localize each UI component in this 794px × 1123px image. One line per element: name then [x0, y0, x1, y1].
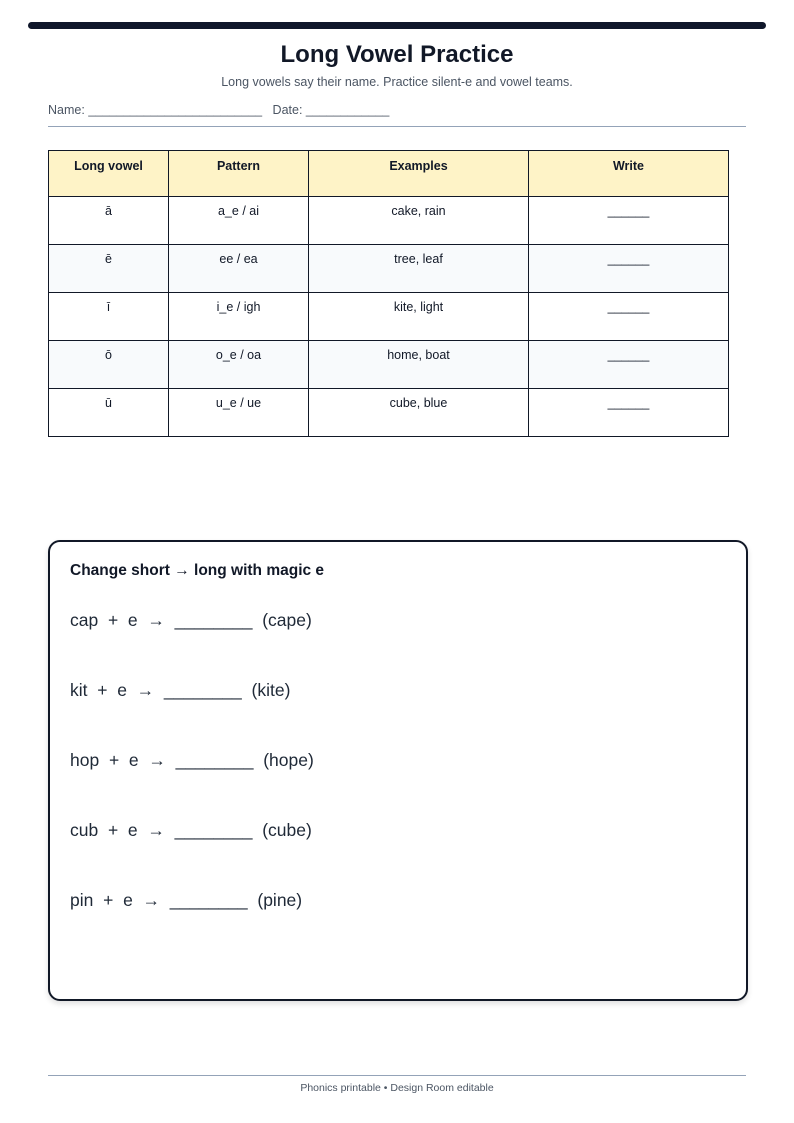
table-row	[49, 245, 729, 293]
examples-cell: tree, leaf	[309, 245, 529, 293]
magic-e-title: Change short → long with magic e	[70, 562, 325, 579]
column-header: Examples	[309, 151, 529, 197]
answer-hint: (cape)	[262, 610, 312, 630]
plus-sign: +	[107, 820, 119, 840]
top-accent-bar	[28, 22, 766, 29]
vowel-cell: ī	[49, 293, 169, 341]
vowel-cell: ō	[49, 341, 169, 389]
pattern-cell: u_e / ue	[169, 389, 309, 437]
page-title: Long Vowel Practice	[280, 41, 514, 68]
column-header: Long vowel	[49, 151, 169, 197]
answer-hint: (pine)	[257, 890, 303, 910]
table-row	[49, 389, 729, 437]
answer-hint: (hope)	[263, 750, 314, 770]
arrow-icon: →	[142, 890, 161, 910]
vowel-cell: ū	[49, 389, 169, 437]
examples-cell: cube, blue	[309, 389, 529, 437]
plus-sign: +	[107, 610, 119, 630]
base-word: hop	[70, 750, 100, 770]
write-cell[interactable]: ______	[529, 389, 729, 437]
plus-sign: +	[103, 890, 114, 910]
answer-blank[interactable]: ________	[174, 610, 253, 630]
magic-e-card	[48, 540, 748, 1001]
examples-cell: kite, light	[309, 293, 529, 341]
header-divider	[48, 126, 746, 127]
write-cell[interactable]: ______	[529, 245, 729, 293]
table-row	[49, 341, 729, 389]
letter-e: e	[123, 890, 133, 910]
date-field[interactable]: ____________	[305, 103, 390, 117]
answer-blank[interactable]: ________	[174, 820, 253, 840]
base-word: kit	[70, 680, 88, 700]
arrow-icon: →	[148, 750, 166, 770]
name-date-row	[48, 103, 389, 117]
page-subtitle: Long vowels say their name. Practice silent-e and vowel teams.	[221, 75, 573, 89]
magic-e-exercise	[70, 890, 302, 911]
vowel-cell: ē	[49, 245, 169, 293]
vowel-cell: ā	[49, 197, 169, 245]
date-label: Date:	[272, 103, 303, 117]
table-row	[49, 293, 729, 341]
arrow-icon: →	[147, 820, 165, 840]
magic-e-exercise	[70, 680, 290, 701]
write-cell[interactable]: ______	[529, 197, 729, 245]
plus-sign: +	[108, 750, 120, 770]
footer-divider	[48, 1075, 746, 1076]
answer-hint: (cube)	[262, 820, 312, 840]
examples-cell: cake, rain	[309, 197, 529, 245]
name-label: Name:	[48, 103, 85, 117]
answer-hint: (kite)	[251, 680, 291, 700]
base-word: cap	[70, 610, 99, 630]
base-word: cub	[70, 820, 99, 840]
letter-e: e	[127, 610, 138, 630]
column-header: Pattern	[169, 151, 309, 197]
magic-e-exercise	[70, 610, 312, 631]
plus-sign: +	[97, 680, 108, 700]
answer-blank[interactable]: ________	[163, 680, 242, 700]
letter-e: e	[128, 750, 139, 770]
table-header-row	[49, 151, 729, 197]
footer-text: Phonics printable • Design Room editable	[300, 1082, 494, 1094]
letter-e: e	[117, 680, 127, 700]
letter-e: e	[127, 820, 138, 840]
table-row	[49, 197, 729, 245]
pattern-cell: a_e / ai	[169, 197, 309, 245]
magic-e-exercise	[70, 750, 314, 771]
name-field[interactable]: _________________________	[88, 103, 263, 117]
base-word: pin	[70, 890, 94, 910]
column-header: Write	[529, 151, 729, 197]
arrow-icon: →	[136, 680, 155, 700]
write-cell[interactable]: ______	[529, 341, 729, 389]
magic-e-exercise	[70, 820, 312, 841]
examples-cell: home, boat	[309, 341, 529, 389]
arrow-icon: →	[147, 610, 165, 630]
pattern-cell: ee / ea	[169, 245, 309, 293]
long-vowel-table	[48, 150, 729, 437]
answer-blank[interactable]: ________	[169, 890, 248, 910]
pattern-cell: i_e / igh	[169, 293, 309, 341]
write-cell[interactable]: ______	[529, 293, 729, 341]
pattern-cell: o_e / oa	[169, 341, 309, 389]
answer-blank[interactable]: ________	[175, 750, 254, 770]
